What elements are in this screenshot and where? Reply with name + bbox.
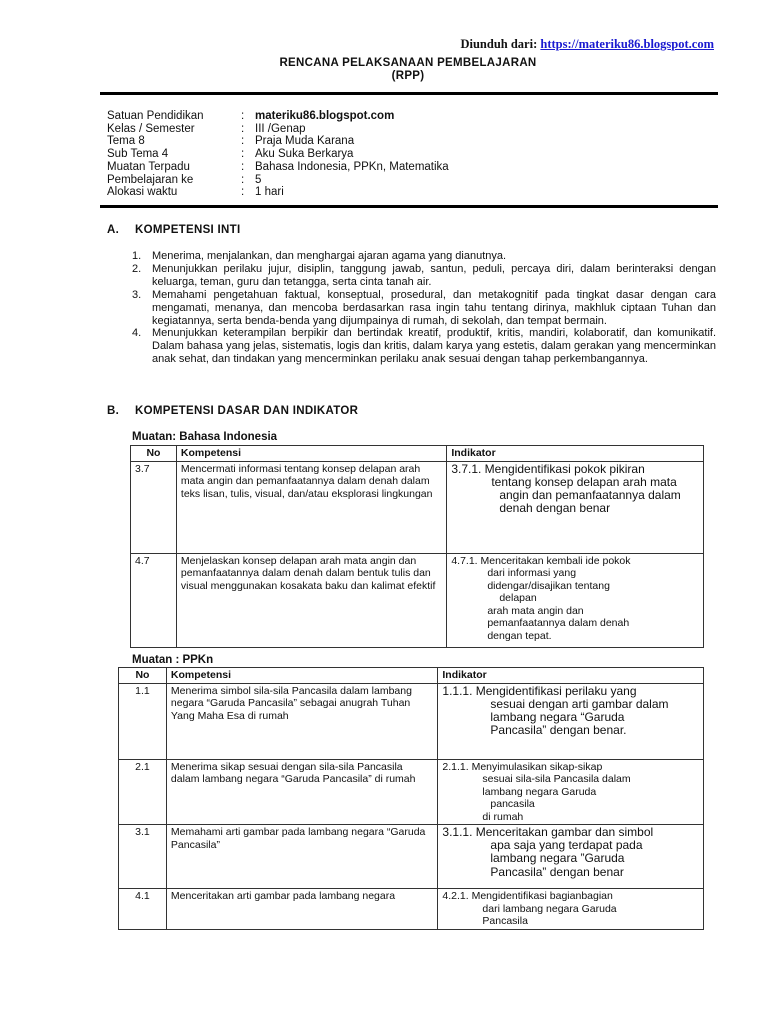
list-item — [132, 327, 716, 366]
cell-no: 2.1 — [119, 759, 167, 825]
cell-indikator — [447, 553, 704, 647]
table-row — [131, 553, 704, 647]
cell-no: 1.1 — [119, 683, 167, 759]
identity-key: Pembelajaran ke — [107, 173, 194, 186]
identity-row — [107, 123, 449, 136]
identity-colon: : — [241, 148, 245, 161]
indicator-line: 2.1.1. Menyimulasikan sikap-sikap — [442, 760, 603, 773]
section-b-heading — [107, 405, 358, 417]
identity-value: Praja Muda Karana — [255, 135, 355, 148]
identity-key: Tema 8 — [107, 135, 145, 148]
indicator-line: Pancasila — [482, 915, 528, 927]
header-kompetensi: Kompetensi — [166, 668, 437, 684]
bahasa-table — [130, 445, 704, 648]
document-title: RENCANA PELAKSANAAN PEMBELAJARAN — [279, 57, 537, 69]
identity-row — [107, 161, 449, 174]
cell-kompetensi: Menerima sikap sesuai dengan sila-sila Pancasila dalam lambang negara “Garuda Pancasila” di rumah — [166, 759, 437, 825]
table-row — [119, 825, 704, 889]
indicator-line: lambang negara Garuda — [482, 785, 597, 798]
section-a-label: A. — [107, 224, 120, 236]
list-item — [132, 289, 716, 328]
identity-key: Sub Tema 4 — [107, 148, 169, 161]
section-a-heading — [107, 224, 240, 236]
indicator-line: didengar/disajikan tentang — [487, 579, 610, 592]
list-number: 1. — [132, 250, 142, 262]
identity-key: Satuan Pendidikan — [107, 110, 204, 122]
cell-no: 3.1 — [119, 825, 167, 889]
indicator-line: 3.7.1. Mengidentifikasi pokok pikiran — [451, 461, 645, 476]
kompetensi-inti-list — [132, 250, 716, 366]
cell-indikator — [447, 461, 704, 553]
identity-key: Muatan Terpadu — [107, 160, 190, 173]
identity-row — [107, 148, 449, 161]
identity-colon: : — [241, 122, 245, 135]
identity-row — [107, 110, 449, 123]
cell-indikator — [438, 683, 704, 759]
indicator-line: sesuai dengan arti gambar dalam — [490, 696, 669, 711]
document-subtitle: (RPP) — [391, 70, 425, 82]
cell-kompetensi: Mencermati informasi tentang konsep delapan arah mata angin dan pemanfaatannya dalam denah dalam teks lisan, tulis, visual, dan/atau eksplorasi lingkungan — [176, 461, 446, 553]
identity-key: Alokasi waktu — [107, 186, 178, 199]
identity-key: Kelas / Semester — [107, 122, 195, 135]
indicator-line: 1.1.1. Mengidentifikasi perilaku yang — [442, 683, 637, 698]
indicator-line: sesuai sila-sila Pancasila dalam — [482, 773, 631, 785]
identity-colon: : — [241, 186, 245, 199]
identity-value: materiku86.blogspot.com — [255, 110, 395, 122]
indicator-line: angin dan pemanfaatannya dalam — [499, 487, 681, 502]
cell-indikator — [438, 825, 704, 889]
identity-colon: : — [241, 160, 245, 173]
section-b-label: B. — [107, 405, 120, 417]
identity-value: III /Genap — [255, 122, 306, 135]
indicator-line: pemanfaatannya dalam denah — [487, 617, 630, 629]
indicator-line: apa saja yang terdapat pada — [490, 838, 643, 853]
list-text: Memahami pengetahuan faktual, konseptual, prosedural, dan metakognitif pada tingkat dasar dengan cara mengamati, menanya, dan mencoba berdasarkan rasa ingin tahu tentang dirinya, makhluk ciptaan Tuhan dan kegiatannya, serta benda-benda yang dijumpainya di rumah, di sekolah, dan tempat bermain. — [152, 288, 716, 327]
cell-kompetensi: Menceritakan arti gambar pada lambang negara — [166, 889, 437, 930]
indicator-line: dari lambang negara Garuda — [482, 902, 617, 915]
cell-kompetensi: Menerima simbol sila-sila Pancasila dalam lambang negara “Garuda Pancasila” sebagai anugrah Tuhan Yang Maha Esa di rumah — [166, 683, 437, 759]
table-header-row — [119, 668, 704, 684]
identity-row — [107, 174, 449, 187]
indicator-line: lambang negara ”Garuda — [490, 851, 625, 866]
list-text: Menerima, menjalankan, dan menghargai ajaran agama yang dianutnya. — [152, 250, 507, 262]
identity-value: 5 — [255, 173, 262, 186]
list-text: Menunjukkan perilaku jujur, disiplin, tanggung jawab, santun, peduli, percaya diri, dalam berinteraksi dengan keluarga, teman, guru dan tetangga, serta cinta tanah air. — [152, 262, 716, 288]
indicator-line: lambang negara “Garuda — [490, 709, 625, 724]
indicator-line: Pancasila” dengan benar — [490, 864, 624, 879]
identity-block — [107, 110, 449, 199]
identity-colon: : — [241, 110, 245, 122]
section-b-title: KOMPETENSI DASAR DAN INDIKATOR — [135, 405, 359, 417]
header-no: No — [131, 446, 177, 462]
download-prefix: Diunduh dari: — [460, 37, 538, 51]
bahasa-heading: Muatan: Bahasa Indonesia — [132, 431, 278, 443]
identity-colon: : — [241, 135, 245, 148]
identity-colon: : — [241, 173, 245, 186]
indicator-line: dengan tepat. — [487, 629, 552, 642]
list-number: 2. — [132, 262, 142, 275]
header-kompetensi: Kompetensi — [176, 446, 446, 462]
indicator-line: denah dengan benar — [499, 501, 611, 516]
cell-no: 4.7 — [131, 553, 177, 647]
indicator-line: 4.7.1. Menceritakan kembali ide pokok — [451, 554, 631, 567]
identity-value: Aku Suka Berkarya — [255, 148, 354, 161]
identity-rule — [100, 205, 718, 208]
cell-kompetensi: Memahami arti gambar pada lambang negara “Garuda Pancasila” — [166, 825, 437, 889]
indicator-line: di rumah — [482, 810, 524, 823]
table-row — [119, 759, 704, 825]
indicator-line: 3.1.1. Menceritakan gambar dan simbol — [442, 825, 654, 839]
list-item — [132, 250, 716, 263]
ppkn-heading: Muatan : PPKn — [132, 654, 214, 666]
cell-no: 4.1 — [119, 889, 167, 930]
list-text: Menunjukkan keterampilan berpikir dan bertindak kreatif, produktif, kritis, mandiri, kolaboratif, dan komunikatif. Dalam bahasa yang jelas, sistematis, logis dan kritis, dalam karya yang estetis, dalam gerakan yang mencerminkan anak sehat, dan tindakan yang mencerminkan perilaku anak sesuai dengan tahap perkembangannya. — [152, 327, 716, 366]
indicator-line: tentang konsep delapan arah mata — [491, 474, 677, 489]
ppkn-table — [118, 667, 704, 930]
header-indikator: Indikator — [447, 446, 704, 462]
header-no: No — [119, 668, 167, 684]
section-a-title: KOMPETENSI INTI — [135, 224, 241, 236]
cell-indikator — [438, 889, 704, 930]
identity-value: Bahasa Indonesia, PPKn, Matematika — [255, 160, 449, 173]
table-header-row — [131, 446, 704, 462]
table-row — [131, 461, 704, 553]
identity-row — [107, 186, 449, 199]
indicator-line: delapan — [499, 592, 537, 604]
list-number: 4. — [132, 327, 142, 340]
table-row — [119, 683, 704, 759]
header-indikator: Indikator — [438, 668, 704, 684]
identity-row — [107, 135, 449, 148]
list-number: 3. — [132, 288, 142, 301]
top-rule — [100, 92, 718, 95]
download-link[interactable]: https://materiku86.blogspot.com — [540, 37, 714, 51]
cell-kompetensi: Menjelaskan konsep delapan arah mata angin dan pemanfaatannya dalam denah dalam bentuk tulis dan visual menggunakan kosakata baku dan kalimat efektif — [176, 553, 446, 647]
cell-indikator — [438, 759, 704, 825]
cell-no: 3.7 — [131, 461, 177, 553]
indicator-line: dari informasi yang — [487, 567, 577, 579]
indicator-line: pancasila — [490, 798, 535, 810]
indicator-line: 4.2.1. Mengidentifikasi bagianbagian — [442, 890, 613, 902]
list-item — [132, 263, 716, 289]
identity-value: 1 hari — [255, 186, 284, 199]
table-row — [119, 889, 704, 930]
indicator-line: Pancasila” dengan benar. — [490, 723, 627, 738]
download-source — [460, 37, 714, 52]
indicator-line: arah mata angin dan — [487, 604, 584, 617]
